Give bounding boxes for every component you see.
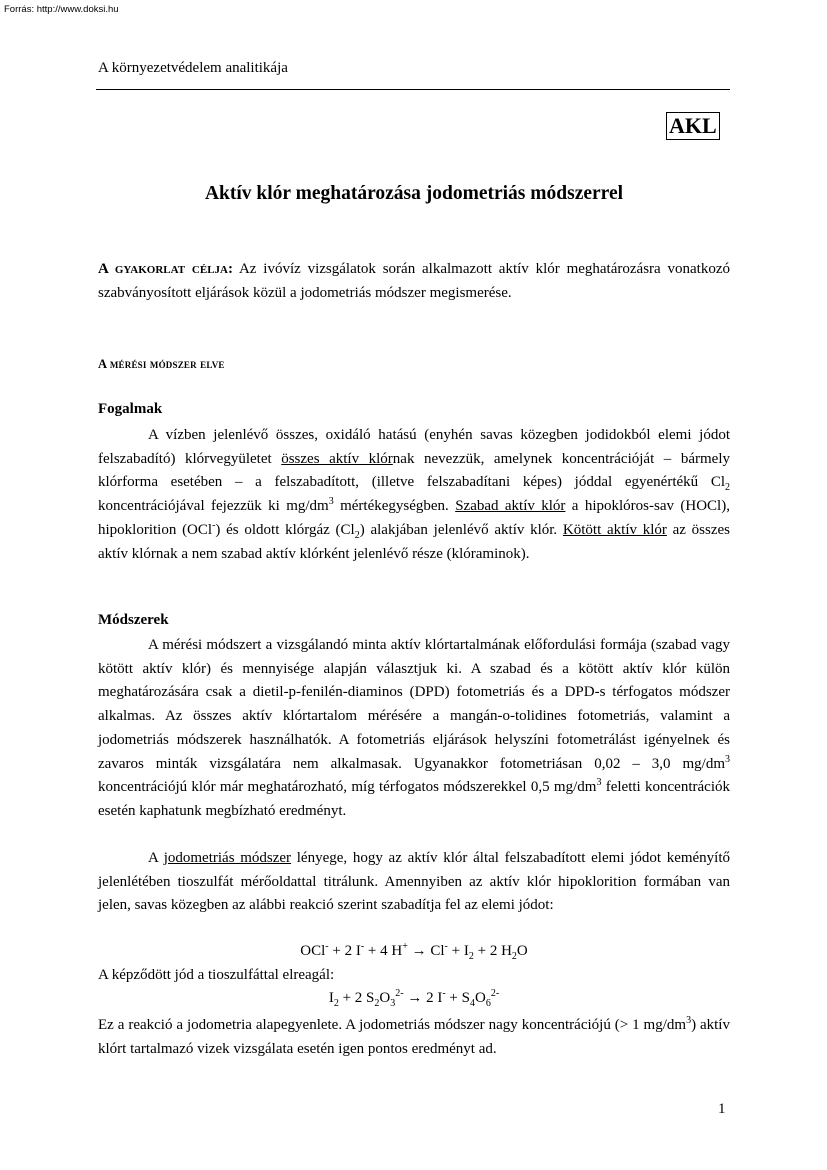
methods-paragraph-1: A mérési módszert a vizsgálandó minta aktív klórtartalmának előfordulási formája (szabad vagy kötött aktív klór) és mennyisége alapján választjuk ki. A szabad és a kötött aktív klór külön meghatározására csak a dietil-p-fenilén-diaminos (DPD) fotometriás és a DPD-s térfogatos módszer alkalmas. Az összes aktív klórtartalom mérésére a mangán-o-tolidines fotometriás, valamint a jodometriás módszerek használhatók. A fotometriás eljárások helyszíni fotometrálást igényelnek és zavaros minták vizsgálatára nem alkalmasak. Ugyanakkor fotometriásan 0,02 – 3,0 $mg/dm^3$ koncentrációjú klór már meghatározható, míg térfogatos módszerekkel 0,5 $mg/dm^3$ feletti koncentrációk esetén kaphatunk megbízható eredményt. (98, 637, 730, 819)
term-free-active-chlorine: Szabad aktív klór (455, 498, 566, 515)
iodine-reaction-intro: A képződött jód a tioszulfáttal elreagál: (98, 967, 335, 983)
source-line: Forrás: http://www.doksi.hu (4, 4, 119, 15)
header-divider (96, 89, 730, 90)
arrow-icon: → (403, 990, 427, 1006)
term-total-active-chlorine: összes aktív klór (281, 450, 393, 467)
methods-heading: Módszerek (98, 612, 169, 628)
equation-thiosulfate: $I_2 + 2$ $S_2O_3^{2-} \to 2$ $I^- + S_4O_6^{2-}$ (328, 988, 500, 1009)
running-header: A környezetvédelem analitikája (98, 60, 288, 76)
page-number: 1 (718, 1101, 726, 1117)
purpose-paragraph (98, 258, 730, 305)
purpose-text: Az ivóvíz vizsgálatok során alkalmazott aktív klór meghatározásra vonatkozó szabványosított eljárások közül a jodometriás módszer megismerése. (98, 261, 730, 301)
term-bound-active-chlorine: Kötött aktív klór (562, 521, 667, 538)
concepts-paragraph: A vízben jelenlévő összes, oxidáló hatású (enyhén savas közegben jodidokból elemi jódot felszabadító) klórvegyületet összes aktív klórnak nevezzük, amelynek koncentrációját – bármely klórforma esetében – a felszabadított, (illetve felszabadítani képes) jóddal egyenértékű $Cl_2$ koncentrációjával fejezzük ki $mg/dm^3$ mértékegységben. Szabad aktív klór a hipoklóros-sav (HOCl), hipoklorition (OCl-) és oldott klórgáz $(Cl_2)$ alakjában jelenlévő aktív klór. Kötött aktív klór az összes aktív klórnak a nem szabad aktív klórként jelenlévő része (klóraminok). (98, 427, 731, 562)
arrow-icon: → (407, 943, 431, 959)
concepts-heading: Fogalmak (98, 401, 163, 417)
principle-heading: A mérési módszer elve (98, 357, 225, 371)
equation-hypochlorite: OCl- + 2 I- + 4 $H^+ \to Cl^- + I_2 + 2$ $H_2O$ (300, 941, 528, 962)
closing-paragraph: Ez a reakció a jodometria alapegyenlete. A jodometriás módszer nagy koncentrációjú (> 1 $mg/dm^3$) aktív klórt tartalmazó vizek vizsgálata esetén igen pontos eredményt ad. (98, 1015, 730, 1057)
methods-paragraph-2: A jodometriás módszer lényege, hogy az aktív klór által felszabadított elemi jódot keményítő jelenlétében tioszulfát mérőoldattal titrálunk. Amennyiben az aktív klór hipoklorition formában van jelen, savas közegben az alábbi reakció szerint szabadítja fel az elemi jódot: (98, 850, 731, 914)
term-iodometric-method: jodometriás módszer (163, 850, 292, 866)
purpose-label: A gyakorlat célja: (98, 261, 233, 277)
page-title: Aktív klór meghatározása jodometriás módszerrel (204, 183, 624, 204)
akl-badge: AKL (666, 112, 720, 140)
